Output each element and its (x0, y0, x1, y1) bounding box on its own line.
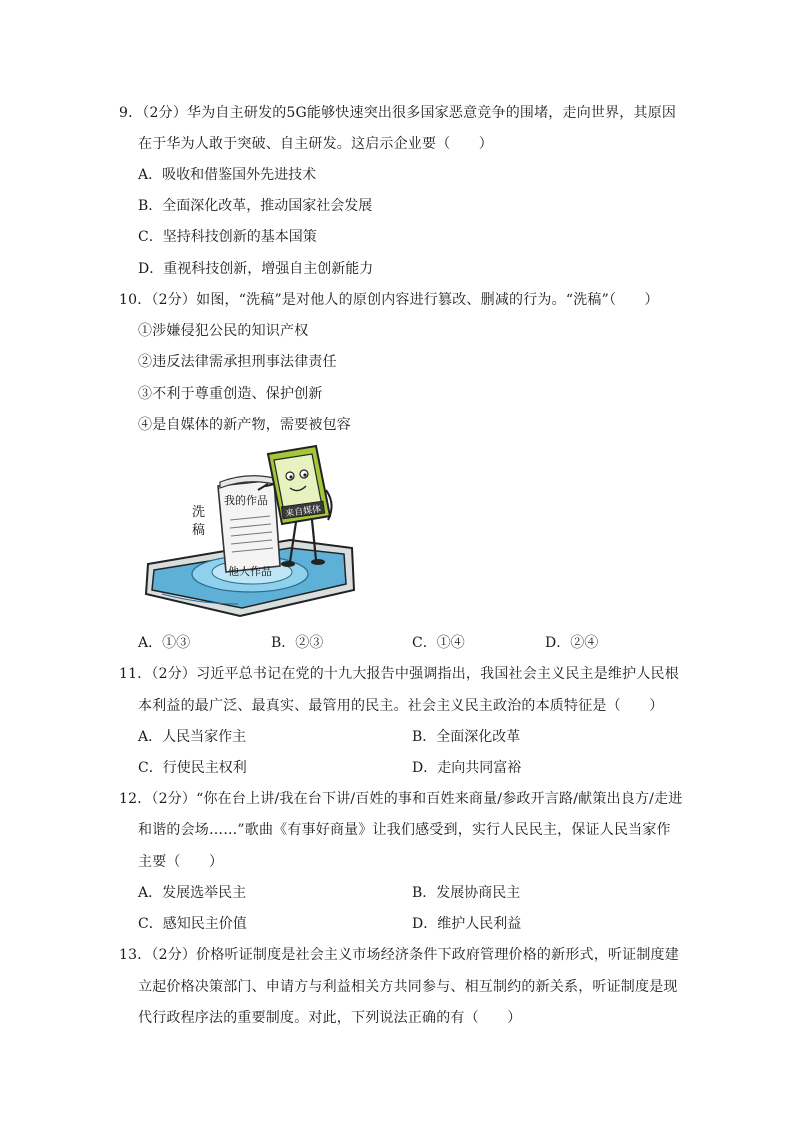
q12-stem-line3: 主要（ ） (138, 854, 224, 870)
label-gao: 稿 (192, 523, 206, 538)
q11-stem-line2: 本利益的最广泛、最真实、最管用的民主。社会主义民主政治的本质特征是（ ） (138, 698, 664, 714)
q10-item-2: ②违反法律需承担刑事法律责任 (138, 354, 337, 370)
q12-stem-line2: 和谐的会场……”歌曲《有事好商量》让我们感受到，实行人民民主，保证人民当家作 (138, 822, 671, 838)
q11-option-b: B．全面深化改革 (412, 729, 521, 745)
q9-option-d: D．重视科技创新，增强自主创新能力 (138, 261, 374, 277)
q10-option-b: B．②③ (271, 635, 324, 651)
q10-option-a: A．①③ (138, 635, 191, 651)
paper-title-text: 我的作品 (224, 494, 268, 507)
q9-option-c: C．坚持科技创新的基本国策 (138, 229, 317, 245)
phone-badge-text: 来自媒体 (284, 504, 322, 520)
pool-text: 他人作品 (228, 565, 272, 578)
q11-option-c: C．行使民主权利 (138, 760, 247, 776)
q11-stem-line1: 11．（2分）习近平总书记在党的十九大报告中强调指出，我国社会主义民主是维护人民根 (119, 666, 679, 682)
q9-option-b: B．全面深化改革，推动国家社会发展 (138, 198, 373, 214)
q10-option-c: C．①④ (412, 635, 465, 651)
q9-option-a: A．吸收和借鉴国外先进技术 (138, 167, 317, 183)
q9-stem-line1: 9．（2分）华为自主研发的5G能够快速突出很多国家恶意竞争的围堵，走向世界，其原因 (119, 105, 677, 121)
q10-item-4: ④是自媒体的新产物，需要被包容 (138, 417, 351, 433)
q11-option-d: D．走向共同富裕 (412, 760, 522, 776)
q13-stem-line3: 代行政程序法的重要制度。对此，下列说法正确的有（ ） (138, 1010, 522, 1026)
q13-stem-line2: 立起价格决策部门、申请方与利益相关方共同参与、相互制约的新关系，听证制度是现 (138, 979, 678, 995)
q12-option-d: D．维护人民利益 (412, 916, 522, 932)
cartoon-figure (140, 444, 362, 622)
q12-option-b: B．发展协商民主 (412, 885, 521, 901)
q10-stem-line1: 10．（2分）如图，“洗稿”是对他人的原创内容进行篡改、删减的行为。“洗稿”（ ） (119, 292, 659, 308)
q9-stem-line2: 在于华为人敢于突破、自主研发。这启示企业要（ ） (138, 136, 493, 152)
q12-option-c: C．感知民主价值 (138, 916, 247, 932)
q10-item-1: ①涉嫌侵犯公民的知识产权 (138, 323, 309, 339)
q11-option-a: A．人民当家作主 (138, 729, 247, 745)
cartoon-illustration (140, 444, 362, 622)
q12-option-a: A．发展选举民主 (138, 885, 247, 901)
q10-item-3: ③不利于尊重创造、保护创新 (138, 386, 323, 402)
q10-option-d: D．②④ (545, 635, 599, 651)
q13-stem-line1: 13．（2分）价格听证制度是社会主义市场经济条件下政府管理价格的新形式，听证制度建 (119, 947, 679, 963)
label-xi: 洗 (192, 505, 206, 520)
q12-stem-line1: 12．（2分）“你在台上讲/我在台下讲/百姓的事和百姓来商量/参政开言路/献策出良方/走进 (119, 791, 683, 807)
